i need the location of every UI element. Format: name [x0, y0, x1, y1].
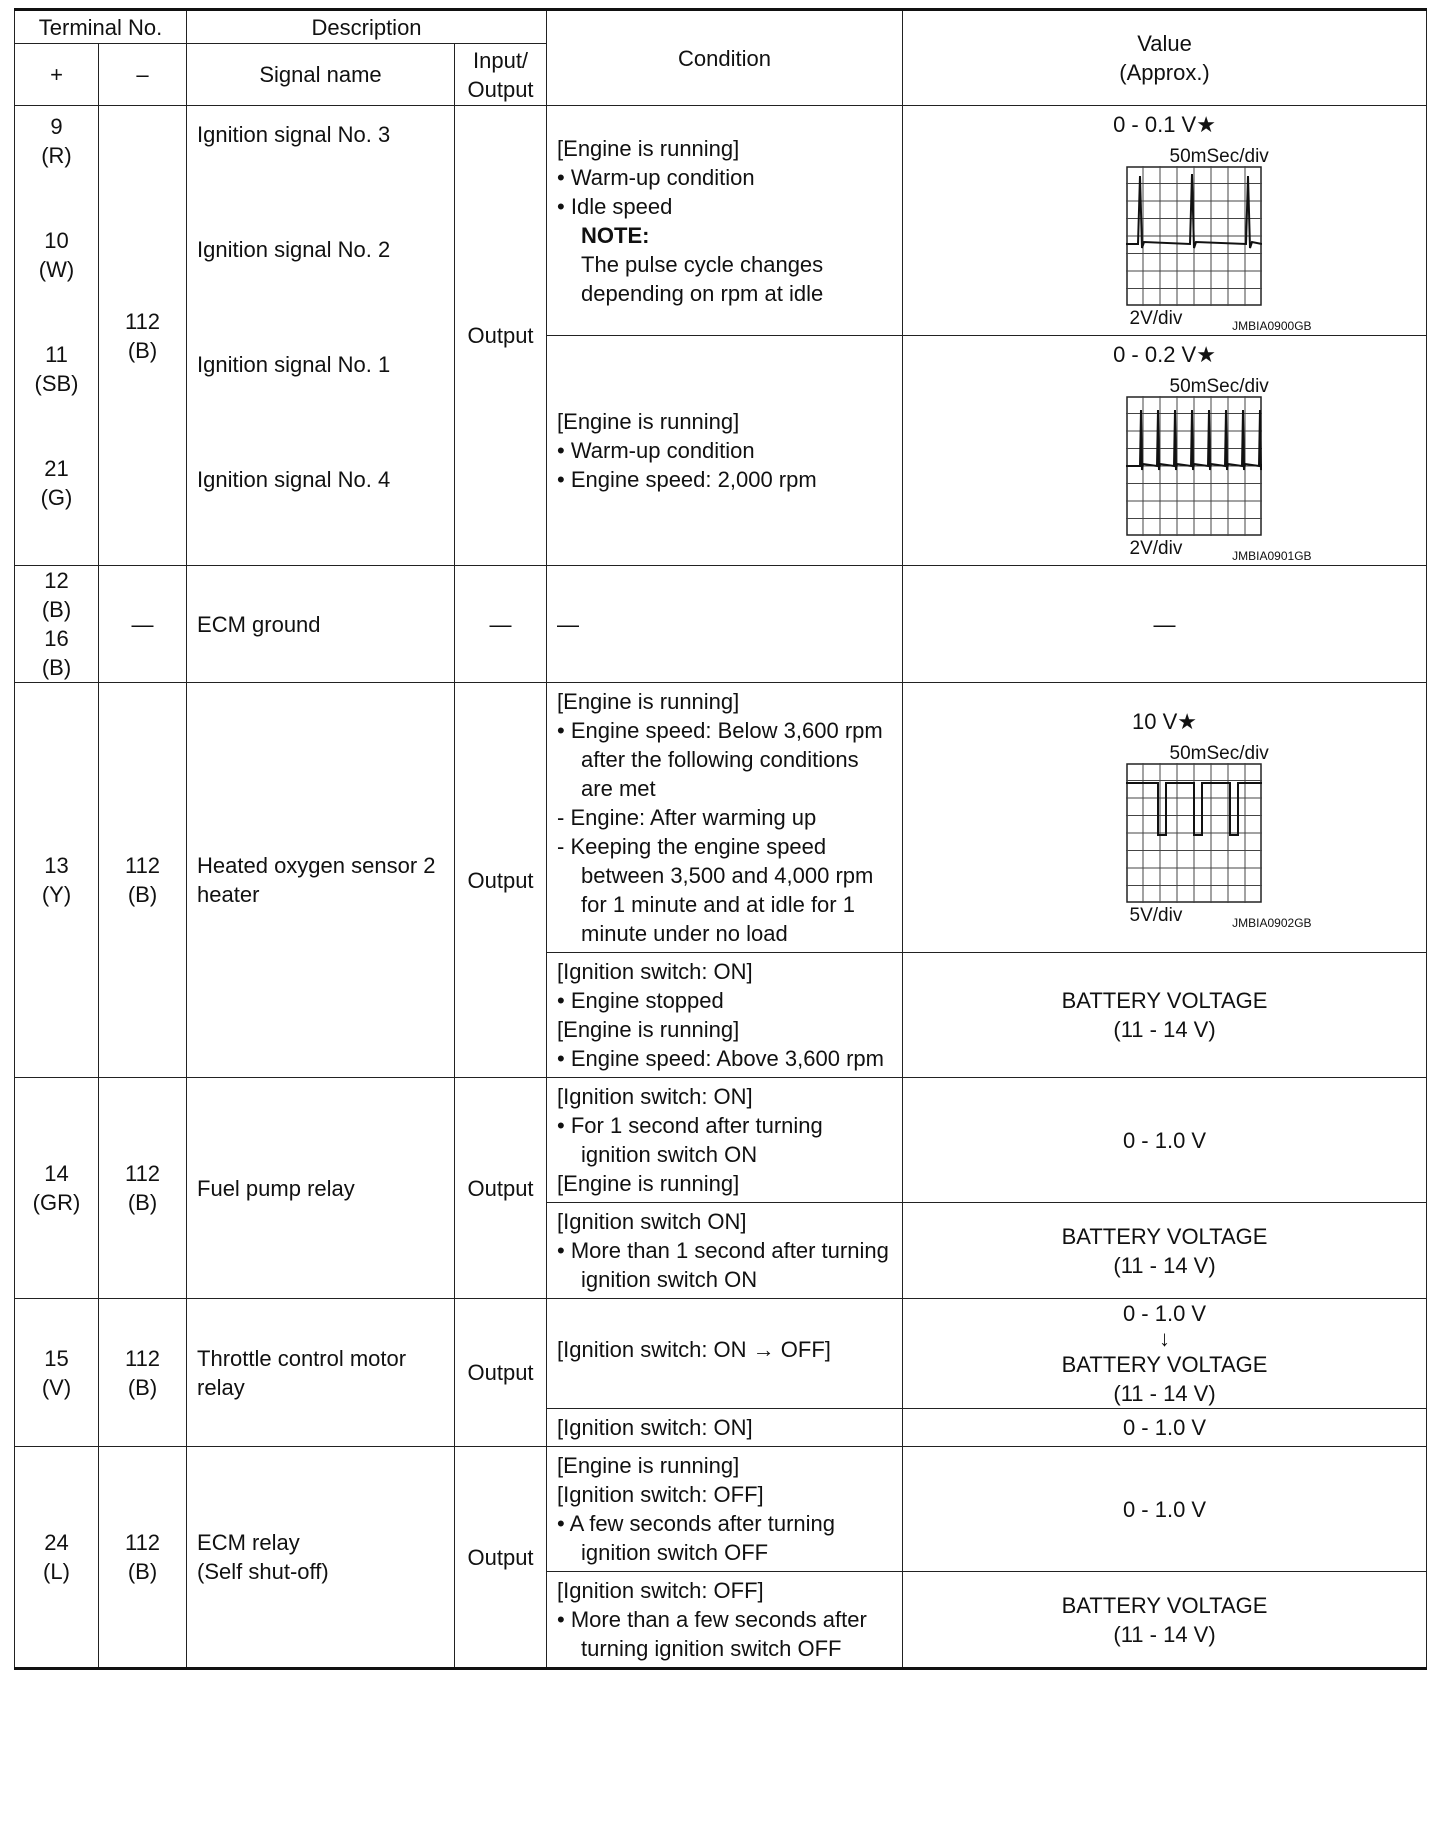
terminal-plus-ignition: 9 (R) 10 (W) 11 (SB) 21 (G) [15, 106, 99, 566]
condition-ho2s-below: [Engine is running] • Engine speed: Below 3,600 rpm after the following conditions are met - Engine: After warming up - Keeping the engine speed between 3,500 and 4,000 rpm for 1 minute and at idle for 1 minute under no load [547, 683, 903, 953]
condition-throttle-2: [Ignition switch: ON] [547, 1409, 903, 1447]
header-input-output: Input/ Output [455, 44, 547, 106]
header-signal-name: Signal name [187, 44, 455, 106]
value-ecm-relay-1: 0 - 1.0 V [903, 1447, 1427, 1572]
signal-name-throttle: Throttle control motor relay [187, 1299, 455, 1447]
value-ecm-relay-2: BATTERY VOLTAGE (11 - 14 V) [903, 1572, 1427, 1669]
terminal-plus-ground: 12 (B) 16 (B) [15, 566, 99, 683]
terminal-table [14, 8, 1427, 1670]
signal-name-ho2s: Heated oxygen sensor 2 heater [187, 683, 455, 1078]
value-ho2s-above: BATTERY VOLTAGE (11 - 14 V) [903, 953, 1427, 1078]
io-throttle: Output [455, 1299, 547, 1447]
condition-ho2s-above: [Ignition switch: ON] • Engine stopped [Engine is running] • Engine speed: Above 3,600 rpm [547, 953, 903, 1078]
terminal-minus-fuel-pump: 112 (B) [99, 1078, 187, 1299]
condition-fuel-pump-2: [Ignition switch ON] • More than 1 second after turning ignition switch ON [547, 1203, 903, 1299]
value-throttle-2: 0 - 1.0 V [903, 1409, 1427, 1447]
condition-throttle-1: [Ignition switch: ON → OFF] [547, 1299, 903, 1409]
signal-name-fuel-pump: Fuel pump relay [187, 1078, 455, 1299]
header-terminal-no: Terminal No. [15, 10, 187, 44]
value-ho2s-below [903, 683, 1427, 953]
header-minus: – [99, 44, 187, 106]
signal-name-ecm-relay: ECM relay (Self shut-off) [187, 1447, 455, 1669]
condition-ecm-relay-1: [Engine is running] [Ignition switch: OFF] • A few seconds after turning ignition switch OFF [547, 1447, 903, 1572]
header-description: Description [187, 10, 547, 44]
terminal-plus-fuel-pump: 14 (GR) [15, 1078, 99, 1299]
value-throttle-1: 0 - 1.0 V ↓ BATTERY VOLTAGE (11 - 14 V) [903, 1299, 1427, 1409]
waveform-trace [1126, 783, 1262, 835]
terminal-minus-throttle: 112 (B) [99, 1299, 187, 1447]
header-plus: + [15, 44, 99, 106]
condition-fuel-pump-1: [Ignition switch: ON] • For 1 second after turning ignition switch ON [Engine is running] [547, 1078, 903, 1203]
value-fuel-pump-1: 0 - 1.0 V [903, 1078, 1427, 1203]
oscilloscope-grid [1126, 166, 1262, 306]
value-ignition-idle [903, 106, 1427, 336]
io-ground: — [455, 566, 547, 683]
signal-name-ground: ECM ground [187, 566, 455, 683]
terminal-minus-ground: — [99, 566, 187, 683]
condition-ignition-2000: [Engine is running] • Warm-up condition • Engine speed: 2,000 rpm [547, 336, 903, 566]
value-ground: — [903, 566, 1427, 683]
io-ecm-relay: Output [455, 1447, 547, 1669]
terminal-minus-ignition: 112 (B) [99, 106, 187, 566]
io-fuel-pump: Output [455, 1078, 547, 1299]
terminal-plus-ecm-relay: 24 (L) [15, 1447, 99, 1669]
waveform-ho2s: 10 V★ 50mSec/div 5V/div JMBIA0902GB [1040, 705, 1290, 930]
value-fuel-pump-2: BATTERY VOLTAGE (11 - 14 V) [903, 1203, 1427, 1299]
header-value: Value (Approx.) [903, 10, 1427, 106]
terminal-minus-ho2s: 112 (B) [99, 683, 187, 1078]
condition-ground: — [547, 566, 903, 683]
signal-name-ignition: Ignition signal No. 3 Ignition signal No. 2 Ignition signal No. 1 Ignition signal No. 4 [187, 106, 455, 566]
header-condition: Condition [547, 10, 903, 106]
condition-ignition-idle: [Engine is running] • Warm-up condition • Idle speed NOTE: The pulse cycle changes depending on rpm at idle [547, 106, 903, 336]
io-ignition: Output [455, 106, 547, 566]
terminal-plus-ho2s: 13 (Y) [15, 683, 99, 1078]
value-ignition-2000 [903, 336, 1427, 566]
oscilloscope-grid [1126, 763, 1262, 903]
terminal-minus-ecm-relay: 112 (B) [99, 1447, 187, 1669]
terminal-plus-throttle: 15 (V) [15, 1299, 99, 1447]
waveform-ignition-2000: 0 - 0.2 V★ 50mSec/div 2V/div JMBIA0901GB [1113, 342, 1312, 563]
oscilloscope-grid [1126, 396, 1262, 536]
condition-ecm-relay-2: [Ignition switch: OFF] • More than a few seconds after turning ignition switch OFF [547, 1572, 903, 1669]
waveform-ignition-idle: 0 - 0.1 V★ 50mSec/div 2V/div JMBIA0900GB [1113, 112, 1312, 333]
io-ho2s: Output [455, 683, 547, 1078]
